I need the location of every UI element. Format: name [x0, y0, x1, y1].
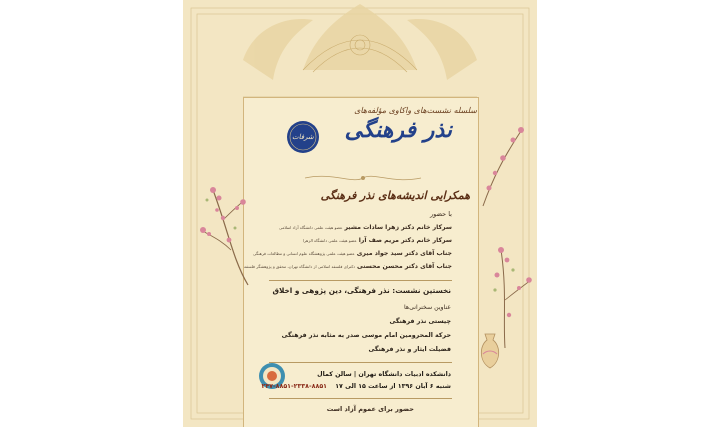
speaker-name: سرکار خانم دکتر مریم صف آرا [358, 237, 452, 244]
speaker-affiliation: عضو هیئت علمی پژوهشگاه علوم انسانی و مطالعات فرهنگی [252, 251, 355, 256]
datetime [261, 383, 451, 390]
phone-numbers: ۸۸۵۱-۲۳۳۸-۸۸۵۱-۲۴۷ [261, 383, 328, 390]
divider [269, 280, 452, 281]
blossom-branch-right-top [473, 118, 533, 208]
speaker-name: جناب آقای دکتر سید جواد میری [356, 250, 452, 257]
divider [269, 362, 452, 363]
emblem-text: شرفات [292, 133, 314, 141]
main-title: نذر فرهنگی [344, 118, 452, 143]
blossom-branch-left [193, 170, 253, 290]
speaker-2 [303, 237, 452, 244]
poster [183, 0, 537, 427]
datetime-text: شنبه ۶ آبان ۱۳۹۶ از ساعت ۱۵ الی ۱۷ [335, 383, 451, 390]
speaker-1 [279, 224, 452, 231]
footer-note: حضور برای عموم آزاد است [326, 405, 414, 413]
first-session-title: نخستین نشست: نذر فرهنگی، دین پژوهی و اخلاق [272, 286, 451, 295]
title-flourish [303, 172, 423, 184]
speaker-4 [244, 263, 452, 270]
speech-head-item: چیستی نذر فرهنگی [389, 318, 451, 325]
speaker-name: سرکار خانم دکتر زهرا سادات مشیر [344, 224, 452, 231]
speaker-affiliation: دکترای فلسفه اسلامی از دانشگاه تهران، محقق و پژوهشگر فلسفه [243, 264, 356, 269]
vase-illustration [477, 330, 503, 370]
series-title: سلسله نشست‌های واکاوی مؤلفه‌های [354, 106, 477, 115]
venue: دانشکده ادبیات دانشگاه تهران | سالن کمال [317, 371, 451, 378]
divider [269, 398, 452, 399]
speech-heads-label: عناوین سخنرانی‌ها [403, 304, 451, 311]
speaker-name: جناب آقای دکتر محسن محسنی [357, 263, 452, 270]
speech-head-item: فضیلت ایثار و نذر فرهنگی [368, 346, 451, 353]
subtitle: همکرایی اندیشه‌های نذر فرهنگی [320, 189, 470, 202]
speaker-3 [253, 250, 452, 257]
speaker-affiliation: عضو هیئت علمی دانشگاه الزهرا [302, 238, 357, 243]
speaker-affiliation: عضو هیئت علمی دانشگاه آزاد اسلامی [279, 225, 343, 230]
presence-label: با حضور [429, 210, 452, 218]
speech-head-item: حرکة المحرومین امام موسی صدر به مثابه نذر فرهنگی [281, 332, 451, 339]
